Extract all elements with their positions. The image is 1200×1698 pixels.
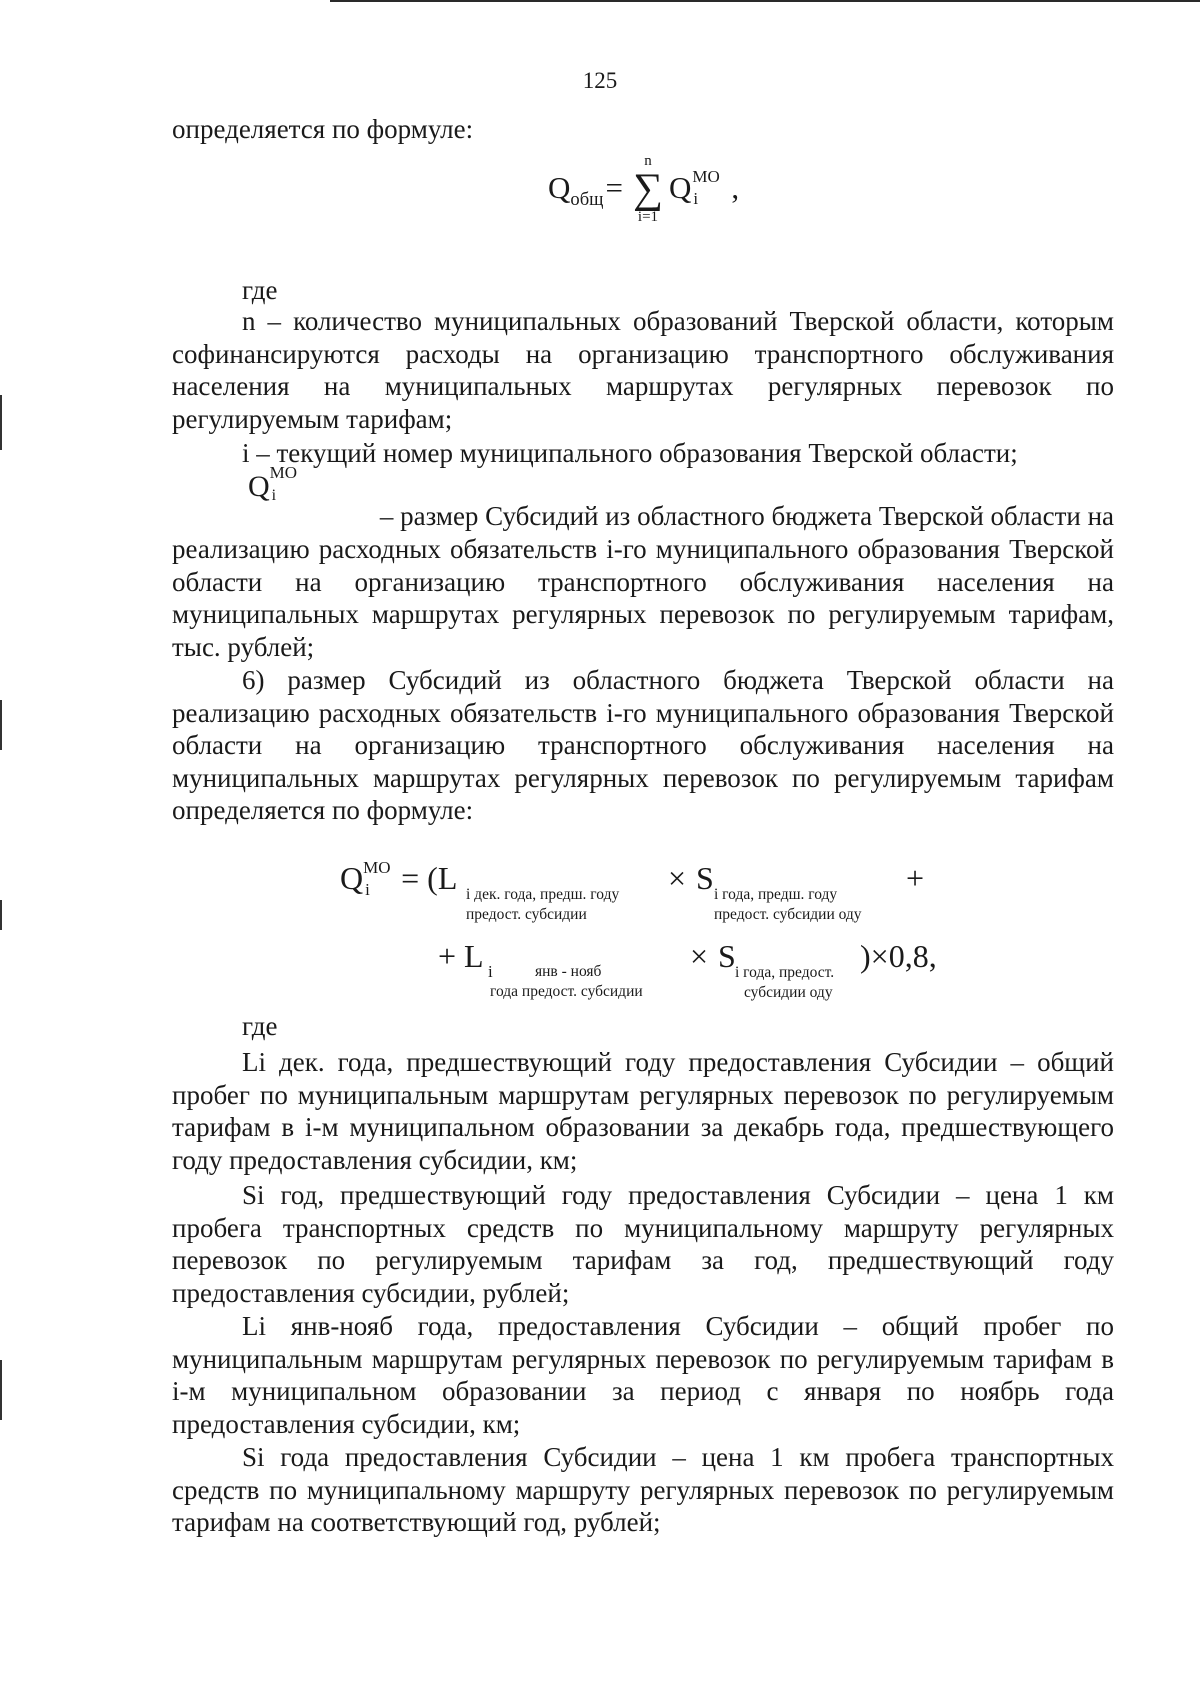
left-edge-mark <box>0 1360 2 1420</box>
definition-s-previous-year: Si год, предшествующий году предоставления Субсидии – цена 1 км пробега транспортных средств по муниципальному маршруту регулярных перевозок по регулируемым тарифам за год, предшествующий году предоставления субсидии, рублей; <box>172 1180 1114 1308</box>
l-jan-subscript: янв - нояб <box>535 963 602 980</box>
definition-l-jan-nov: Li янв-нояб года, предоставления Субсидии – общий пробег по муниципальным маршрутам регулярных перевозок по регулируемым тарифам в i-м муниципальном образовании за период с января по ноябрь года предоставления субсидии, км; <box>172 1311 1114 1439</box>
intro-text: определяется по формуле: <box>172 114 474 144</box>
definition-l-december: Li дек. года, предшествующий году предоставления Субсидии – общий пробег по муниципальным маршрутам регулярных перевозок по регулируемым тарифам в i-м муниципальном образовании за декабрь года, предшествующего году предоставления субсидии, км; <box>172 1047 1114 1175</box>
page-number: 125 <box>582 68 618 93</box>
l-jan-index: i <box>488 962 493 981</box>
summation-sign: n ∑ i=1 <box>633 153 663 225</box>
where-label-second: где <box>242 1011 278 1041</box>
s-cur-subscript-second: субсидии оду <box>744 984 833 1001</box>
times-sign: × <box>668 860 687 896</box>
s-cur-symbol: S <box>718 938 736 974</box>
s-prev-subscript-second: предост. субсидии оду <box>714 906 862 923</box>
times-sign: × <box>690 938 709 974</box>
s-prev-subscript: i года, предш. году <box>714 886 838 903</box>
s-cur-subscript: i года, предост. <box>735 964 835 981</box>
left-edge-mark <box>0 395 2 450</box>
l-dec-subscript-second: предост. субсидии <box>466 906 587 923</box>
definition-qmo-rest: реализацию расходных обязательств i-го муниципального образования Тверской области на организацию транспортного обслуживания населения на муниципальных маршрутах регулярных перевозок по регулируемым тарифам, тыс. рублей; <box>172 534 1114 662</box>
left-edge-mark <box>0 900 2 930</box>
l-jan-symbol: + L <box>438 938 484 974</box>
formula-lhs: Q МО i = (L <box>340 858 458 899</box>
top-scan-border <box>330 0 1200 2</box>
l-jan-subscript-second: года предост. субсидии <box>490 983 643 1000</box>
item-6-text: 6) размер Субсидий из областного бюджета Тверской области на реализацию расходных обязательств i-го муниципального образования Тверской области на организацию транспортного обслуживания населения на муниципальных маршрутах регулярных перевозок по регулируемым тарифам определяется по формуле: <box>172 665 1114 825</box>
left-edge-mark <box>0 700 2 750</box>
definition-s-current-year: Si года предоставления Субсидии – цена 1 км пробега транспортных средств по муниципальному маршруту регулярных перевозок по регулируемым тарифам на соответствующий год, рублей; <box>172 1442 1114 1537</box>
definition-n: n – количество муниципальных образований Тверской области, которым софинансируются расходы на организацию транспортного обслуживания населения на муниципальных маршрутах регулярных перевозок по регулируемым тарифам; <box>172 306 1114 434</box>
formula-q-total: $Q_{общ}= Q$ МО i , <box>548 167 740 211</box>
formula-close: )×0,8, <box>860 938 937 974</box>
definition-qmo-first-line: – размер Субсидий из областного бюджета Тверской области на <box>379 501 1114 531</box>
q-mo-symbol: Q МО i <box>248 463 298 504</box>
plus-sign: + <box>906 860 925 896</box>
l-dec-subscript: i дек. года, предш. году <box>466 886 620 903</box>
definition-i: i – текущий номер муниципального образования Тверской области; <box>242 438 1018 468</box>
s-prev-symbol: S <box>696 860 714 896</box>
where-label: где <box>242 275 278 305</box>
